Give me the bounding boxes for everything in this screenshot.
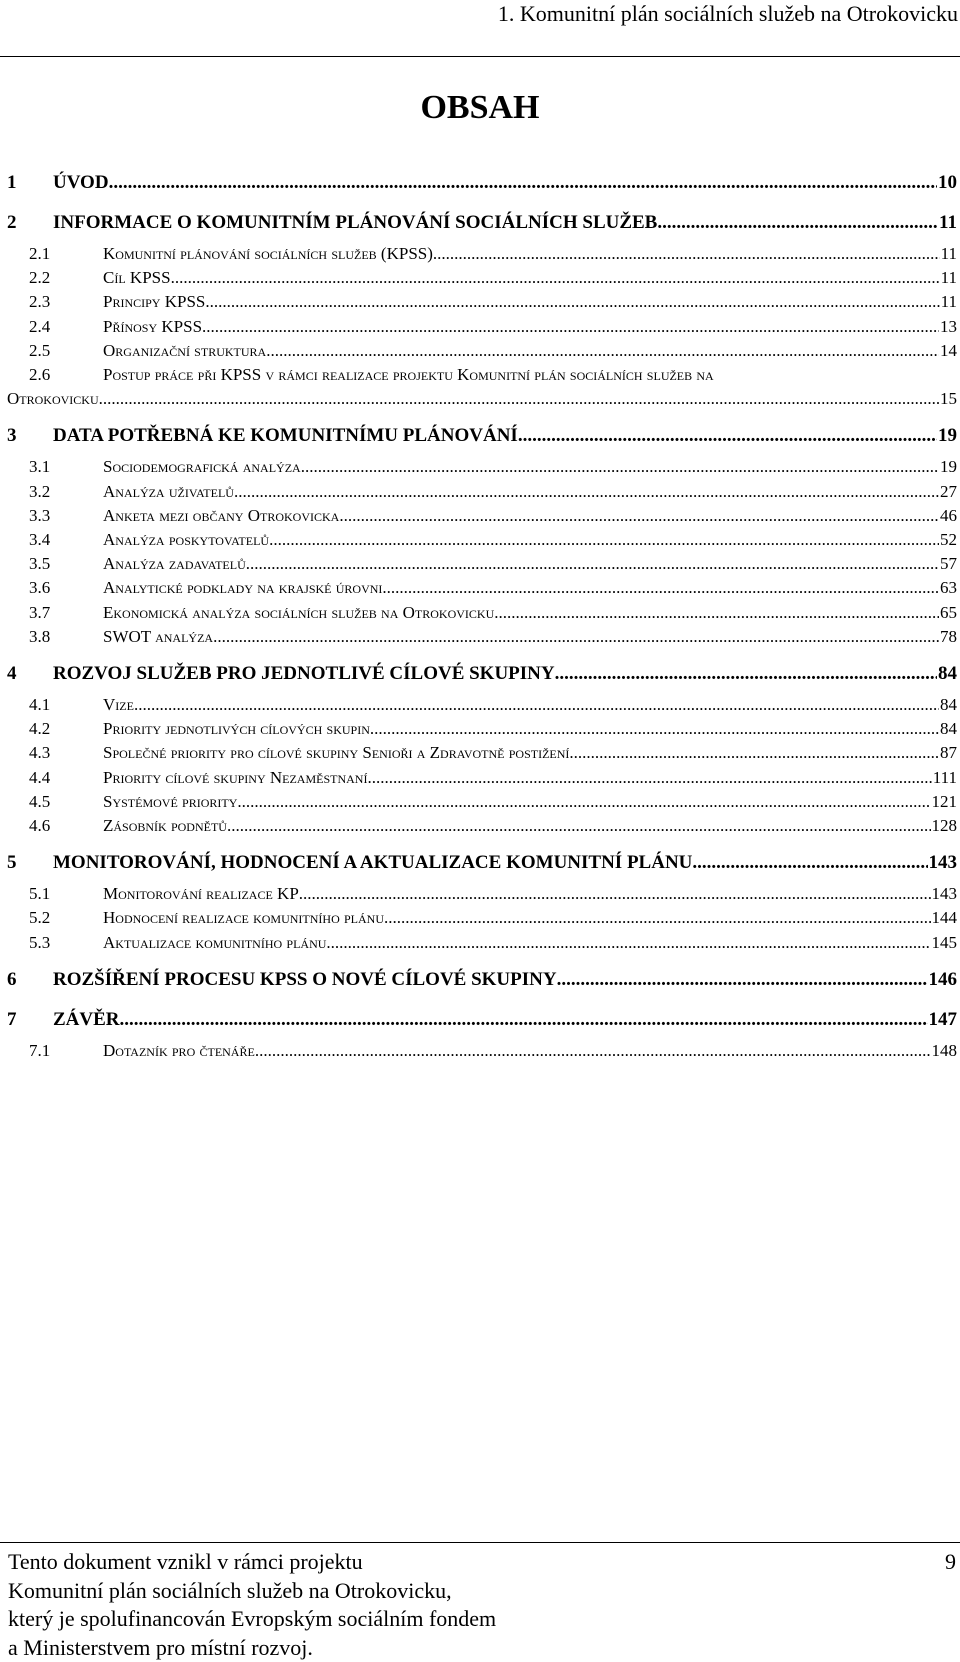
dot-leader <box>557 965 928 995</box>
toc-entry-page: 11 <box>940 268 957 288</box>
toc-entry-label: Společné priority pro cílové skupiny Senioři a Zdravotně postižení <box>103 743 570 763</box>
dot-leader <box>269 528 939 552</box>
toc-section-entry[interactable] <box>7 339 957 363</box>
dot-leader <box>213 625 939 649</box>
toc-entry-number: 3.2 <box>29 481 51 501</box>
toc-entry-number: 2 <box>7 212 17 233</box>
toc-entry-label: Cíl KPSS <box>103 268 171 288</box>
dot-leader <box>692 848 927 878</box>
dot-leader <box>494 601 939 625</box>
page-footer <box>0 1542 960 1662</box>
toc-entry-label: ZÁVĚR <box>53 1008 120 1030</box>
toc-entry-number: 2.3 <box>29 292 51 312</box>
toc-entry-number: 6 <box>7 968 17 990</box>
toc-section-entry[interactable] <box>7 717 957 741</box>
toc-entry-page: 63 <box>940 578 957 598</box>
toc-entry-number: 3.5 <box>29 554 51 574</box>
toc-entry-number: 3.7 <box>29 602 51 622</box>
toc-entry-page: 11 <box>940 292 957 312</box>
toc-entry-label: Priority jednotlivých cílových skupin <box>103 719 370 739</box>
toc-entry-page: 128 <box>931 816 957 836</box>
toc-entry-number: 3.4 <box>29 530 51 550</box>
toc-entry-number: 3.3 <box>29 505 51 525</box>
toc-entry-number: 5 <box>7 852 17 874</box>
footer-line: Komunitní plán sociálních služeb na Otrokovicku, <box>8 1577 452 1603</box>
toc-entry-page: 84 <box>938 663 957 685</box>
toc-entry-label: Analýza poskytovatelů <box>103 530 270 550</box>
dot-leader <box>109 168 937 198</box>
toc-entry-number: 3.8 <box>29 626 51 646</box>
toc-entry-label: ROZŠÍŘENÍ PROCESU KPSS O NOVÉ CÍLOVÉ SKUPINY <box>53 968 557 990</box>
toc-entry-page: 19 <box>940 457 957 477</box>
toc-section-entry[interactable] <box>7 528 957 552</box>
dot-leader <box>205 290 939 314</box>
toc-entry-number: 5.3 <box>29 932 51 952</box>
toc-section-entry[interactable] <box>7 601 957 625</box>
toc-entry-label: Sociodemografická analýza <box>103 457 301 477</box>
dot-leader <box>518 421 937 451</box>
dot-leader <box>202 315 939 339</box>
toc-entry-label: Analýza zadavatelů <box>103 554 246 574</box>
toc-entry-page: 52 <box>940 530 957 550</box>
toc-section-entry[interactable] <box>7 693 957 717</box>
toc-entry-number: 4.3 <box>29 743 51 763</box>
toc-section-entry[interactable] <box>7 576 957 600</box>
toc-entry-number: 3 <box>7 425 17 447</box>
toc-entry-label: Principy KPSS <box>103 292 206 312</box>
footer-notice <box>8 1548 496 1662</box>
toc-entry-label: Hodnocení realizace komunitního plánu <box>103 908 384 928</box>
toc-entry-page: 146 <box>928 968 957 990</box>
toc-entry-label: Přínosy KPSS <box>103 316 203 336</box>
toc-entry-label: Aktualizace komunitního plánu <box>103 932 327 952</box>
toc-chapter-entry[interactable] <box>7 848 957 878</box>
toc-entry-page: 87 <box>940 743 957 763</box>
toc-entry-page: 84 <box>940 695 957 715</box>
dot-leader <box>569 741 939 765</box>
toc-entry-label: DATA POTŘEBNÁ KE KOMUNITNÍMU PLÁNOVÁNÍ <box>53 425 518 447</box>
toc-entry-page: 11 <box>939 212 957 233</box>
toc-entry-number: 1 <box>7 172 17 193</box>
dot-leader <box>171 266 940 290</box>
toc-entry-page: 143 <box>931 884 957 904</box>
toc-entry-page: 27 <box>940 481 957 501</box>
toc-entry-number: 4.2 <box>29 719 51 739</box>
toc-chapter-entry[interactable] <box>7 421 957 451</box>
toc-section-entry[interactable] <box>7 906 957 930</box>
toc-entry-page: 11 <box>940 244 957 263</box>
dot-leader <box>227 814 931 838</box>
dot-leader <box>134 693 939 717</box>
toc-section-entry[interactable] <box>7 315 957 339</box>
toc-entry-page: 65 <box>940 602 957 622</box>
toc-entry-label: ÚVOD <box>53 172 109 193</box>
toc-entry-number: 7.1 <box>29 1040 51 1060</box>
dot-leader <box>326 931 930 955</box>
toc-entry-number: 5.2 <box>29 908 51 928</box>
toc-entry-label: SWOT analýza <box>103 626 214 646</box>
dot-leader <box>433 242 940 266</box>
toc-entry-page: 147 <box>928 1008 957 1030</box>
toc-section-entry[interactable] <box>7 480 957 504</box>
toc-entry-page: 15 <box>940 389 957 409</box>
footer-line: a Ministerstvem pro místní rozvoj. <box>8 1634 313 1660</box>
dot-leader <box>301 455 939 479</box>
toc-entry-label: Zásobník podnětů <box>103 816 227 836</box>
dot-leader <box>99 387 939 411</box>
toc-entry-page: 14 <box>940 340 957 360</box>
toc-entry-page: 84 <box>940 719 957 739</box>
toc-entry-label: MONITOROVÁNÍ, HODNOCENÍ A AKTUALIZACE KOMUNITNÍ PLÁNU <box>53 852 693 874</box>
toc-section-entry[interactable] <box>7 790 957 814</box>
toc-entry-label: Monitorování realizace KP <box>103 884 299 904</box>
toc-section-entry[interactable] <box>7 504 957 528</box>
dot-leader <box>370 717 939 741</box>
toc-entry-label: Postup práce při KPSS v rámci realizace projektu Komunitní plán sociálních služeb na <box>103 365 714 385</box>
footer-line: který je spolufinancován Evropským sociálním fondem <box>8 1606 497 1631</box>
toc-entry-number: 7 <box>7 1008 17 1030</box>
toc-section-entry[interactable] <box>7 741 957 765</box>
toc-entry-page: 121 <box>931 791 957 811</box>
toc-entry-label: ROZVOJ SLUŽEB PRO JEDNOTLIVÉ CÍLOVÉ SKUPINY <box>53 663 555 685</box>
footer-line: Tento dokument vznikl v rámci projektu <box>8 1549 363 1574</box>
running-header <box>0 0 960 58</box>
toc-section-entry[interactable] <box>7 552 957 576</box>
toc-entry-label-continuation: Otrokovicku <box>7 389 99 409</box>
toc-section-entry[interactable] <box>7 931 957 955</box>
toc-entry-label: Priority cílové skupiny Nezaměstnaní <box>103 767 368 787</box>
toc-section-entry[interactable] <box>7 1039 957 1063</box>
dot-leader <box>555 659 937 689</box>
dot-leader <box>339 504 939 528</box>
dot-leader <box>246 552 939 576</box>
toc-entry-number: 4.1 <box>29 695 51 715</box>
toc-entry-number: 3.6 <box>29 578 51 598</box>
toc-entry-label: Komunitní plánování sociálních služeb (KPSS) <box>103 244 433 263</box>
toc-entry-number: 2.4 <box>29 316 51 336</box>
toc-entry-page: 111 <box>932 767 957 787</box>
toc-section-entry[interactable] <box>7 290 957 314</box>
toc-section-entry[interactable] <box>7 363 957 411</box>
toc-entry-label: Analýza uživatelů <box>103 481 234 501</box>
header-rule <box>0 56 960 57</box>
toc-section-entry[interactable] <box>7 882 957 906</box>
dot-leader <box>382 576 939 600</box>
dot-leader <box>237 790 930 814</box>
toc-entry-page: 144 <box>931 908 957 928</box>
dot-leader <box>299 882 931 906</box>
toc-section-entry[interactable] <box>7 455 957 479</box>
dot-leader <box>384 906 931 930</box>
toc-chapter-entry[interactable] <box>7 965 957 995</box>
toc-section-entry[interactable] <box>7 266 957 290</box>
toc-section-entry[interactable] <box>7 625 957 649</box>
toc-entry-label: Analytické podklady na krajské úrovni <box>103 578 383 598</box>
toc-section-entry[interactable] <box>7 814 957 838</box>
toc-entry-number: 4 <box>7 663 17 685</box>
toc-entry-number: 2.6 <box>29 365 51 385</box>
toc-entry-number: 2.2 <box>29 268 51 288</box>
footer-rule <box>0 1542 960 1543</box>
toc-entry-page: 57 <box>940 554 957 574</box>
toc-entry-number: 2.5 <box>29 340 51 360</box>
toc-section-entry[interactable] <box>7 766 957 790</box>
running-header-title: 1. Komunitní plán sociálních služeb na Otrokovicku <box>497 1 958 26</box>
dot-leader <box>234 480 939 504</box>
table-of-contents <box>7 168 957 1063</box>
toc-entry-page: 46 <box>940 505 957 525</box>
dot-leader <box>657 208 938 238</box>
toc-entry-page: 19 <box>938 425 957 447</box>
dot-leader <box>367 766 931 790</box>
toc-entry-label: Systémové priority <box>103 791 238 811</box>
toc-entry-label: Dotazník pro čtenáře <box>103 1040 255 1060</box>
toc-entry-number: 3.1 <box>29 457 51 477</box>
toc-title: OBSAH <box>420 89 540 126</box>
dot-leader <box>266 339 939 363</box>
toc-entry-label: Vize <box>103 695 134 715</box>
dot-leader <box>255 1039 931 1063</box>
toc-entry-page: 78 <box>940 626 957 646</box>
dot-leader <box>120 1005 928 1035</box>
toc-entry-page: 145 <box>931 932 957 952</box>
toc-entry-label: Organizační struktura <box>103 340 267 360</box>
toc-chapter-entry[interactable] <box>7 168 957 198</box>
toc-entry-label: INFORMACE O KOMUNITNÍM PLÁNOVÁNÍ SOCIÁLNÍCH SLUŽEB <box>53 212 658 233</box>
toc-entry-page: 10 <box>938 172 957 193</box>
toc-entry-number: 4.4 <box>29 767 51 787</box>
toc-entry-page: 148 <box>931 1040 957 1060</box>
toc-entry-number: 5.1 <box>29 884 51 904</box>
toc-entry-number: 2.1 <box>29 244 51 263</box>
toc-entry-number: 4.5 <box>29 791 51 811</box>
toc-section-entry[interactable] <box>7 242 957 266</box>
toc-entry-number: 4.6 <box>29 816 51 836</box>
toc-chapter-entry[interactable] <box>7 1005 957 1035</box>
toc-entry-label: Anketa mezi občany Otrokovicka <box>103 505 340 525</box>
toc-entry-label: Ekonomická analýza sociálních služeb na Otrokovicku <box>103 602 495 622</box>
toc-chapter-entry[interactable] <box>7 659 957 689</box>
toc-chapter-entry[interactable] <box>7 208 957 238</box>
page-number: 9 <box>945 1549 956 1574</box>
toc-entry-page: 143 <box>928 852 957 874</box>
toc-entry-page: 13 <box>940 316 957 336</box>
